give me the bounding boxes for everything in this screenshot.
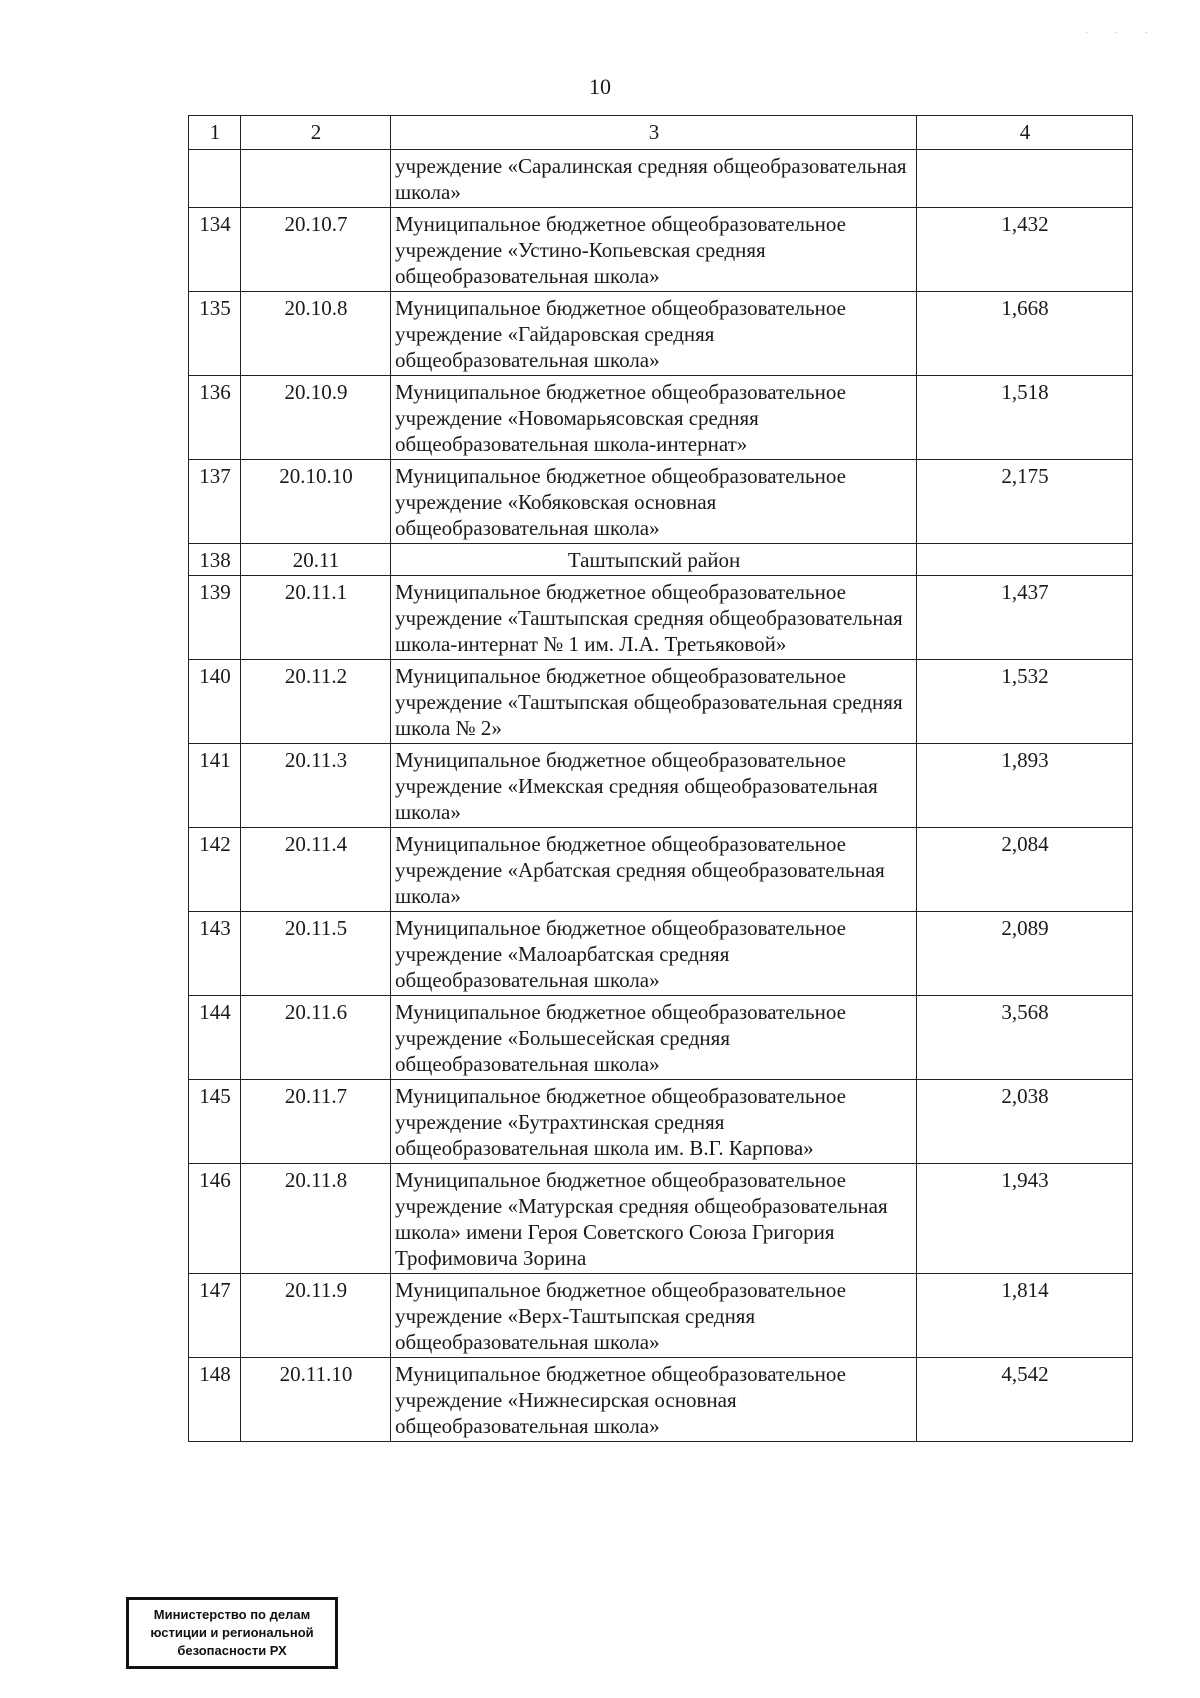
institution-name-cell: Муниципальное бюджетное общеобразовательное учреждение «Бутрахтинская средняя общеобразовательная школа им. В.Г. Карпова» [391,1080,917,1164]
row-code-cell: 20.11.1 [241,576,391,660]
row-number-cell: 144 [189,996,241,1080]
row-number-cell: 137 [189,460,241,544]
table-body [189,116,1133,1442]
row-number-cell: 136 [189,376,241,460]
row-code-cell: 20.11.8 [241,1164,391,1274]
table-row [189,576,1133,660]
table-row [189,150,1133,208]
header-cell-2: 2 [241,116,391,150]
district-name-cell: Таштыпский район [391,544,917,576]
table-row [189,1164,1133,1274]
institution-name-cell: Муниципальное бюджетное общеобразовательное учреждение «Новомарьясовская средняя общеобразовательная школа-интернат» [391,376,917,460]
document-table [188,115,1133,1442]
stamp-line: безопасности РХ [177,1643,287,1658]
row-code-cell: 20.10.10 [241,460,391,544]
stamp-line: Министерство по делам [153,1607,311,1622]
header-cell-3: 3 [391,116,917,150]
table-row [189,912,1133,996]
table-row [189,744,1133,828]
table-header-row [189,116,1133,150]
header-cell-4: 4 [917,116,1133,150]
stamp-line: юстиции и региональной [150,1625,314,1640]
institution-name-cell: Муниципальное бюджетное общеобразовательное учреждение «Устино-Копьевская средняя общеобразовательная школа» [391,208,917,292]
table-row [189,376,1133,460]
row-value-cell: 2,084 [917,828,1133,912]
row-number-cell [189,150,241,208]
row-number-cell: 140 [189,660,241,744]
row-number-cell: 138 [189,544,241,576]
row-number-cell: 147 [189,1274,241,1358]
table-row [189,660,1133,744]
institution-name-cell: Муниципальное бюджетное общеобразовательное учреждение «Малоарбатская средняя общеобразовательная школа» [391,912,917,996]
row-value-cell: 2,175 [917,460,1133,544]
row-number-cell: 141 [189,744,241,828]
row-value-cell: 2,038 [917,1080,1133,1164]
table-row [189,828,1133,912]
row-code-cell: 20.10.7 [241,208,391,292]
institution-name-cell: Муниципальное бюджетное общеобразовательное учреждение «Верх-Таштыпская средняя общеобразовательная школа» [391,1274,917,1358]
row-number-cell: 139 [189,576,241,660]
row-code-cell: 20.11.10 [241,1358,391,1442]
row-code-cell: 20.10.9 [241,376,391,460]
row-number-cell: 145 [189,1080,241,1164]
institution-name-cell: Муниципальное бюджетное общеобразовательное учреждение «Кобяковская основная общеобразовательная школа» [391,460,917,544]
table-row [189,208,1133,292]
row-value-cell: 4,542 [917,1358,1133,1442]
row-number-cell: 143 [189,912,241,996]
row-number-cell: 148 [189,1358,241,1442]
row-number-cell: 142 [189,828,241,912]
institution-name-cell: Муниципальное бюджетное общеобразовательное учреждение «Гайдаровская средняя общеобразовательная школа» [391,292,917,376]
institution-name-cell: Муниципальное бюджетное общеобразовательное учреждение «Имекская средняя общеобразовательная школа» [391,744,917,828]
institution-name-cell: учреждение «Саралинская средняя общеобразовательная школа» [391,150,917,208]
row-code-cell: 20.11.4 [241,828,391,912]
row-code-cell: 20.11.5 [241,912,391,996]
row-value-cell: 1,893 [917,744,1133,828]
row-value-cell: 1,432 [917,208,1133,292]
institution-name-cell: Муниципальное бюджетное общеобразовательное учреждение «Таштыпская средняя общеобразовательная школа-интернат № 1 им. Л.А. Третьяковой» [391,576,917,660]
row-value-cell [917,150,1133,208]
row-value-cell: 1,943 [917,1164,1133,1274]
institution-name-cell: Муниципальное бюджетное общеобразовательное учреждение «Матурская средняя общеобразовательная школа» имени Героя Советского Союза Григория Трофимовича Зорина [391,1164,917,1274]
row-value-cell: 1,814 [917,1274,1133,1358]
row-value-cell: 1,518 [917,376,1133,460]
header-cell-1: 1 [189,116,241,150]
table-row [189,1080,1133,1164]
ministry-stamp [126,1597,338,1669]
row-value-cell: 2,089 [917,912,1133,996]
row-value-cell: 3,568 [917,996,1133,1080]
row-code-cell: 20.11.7 [241,1080,391,1164]
table-row [189,544,1133,576]
row-code-cell: 20.10.8 [241,292,391,376]
row-code-cell: 20.11.3 [241,744,391,828]
row-value-cell: 1,668 [917,292,1133,376]
institution-name-cell: Муниципальное бюджетное общеобразовательное учреждение «Таштыпская общеобразовательная средняя школа № 2» [391,660,917,744]
table-row [189,292,1133,376]
institution-name-cell: Муниципальное бюджетное общеобразовательное учреждение «Нижнесирская основная общеобразовательная школа» [391,1358,917,1442]
table-row [189,1274,1133,1358]
row-code-cell: 20.11.2 [241,660,391,744]
institution-name-cell: Муниципальное бюджетное общеобразовательное учреждение «Арбатская средняя общеобразовательная школа» [391,828,917,912]
institution-name-cell: Муниципальное бюджетное общеобразовательное учреждение «Большесейская средняя общеобразовательная школа» [391,996,917,1080]
page-number: 10 [589,74,611,99]
table-row [189,996,1133,1080]
row-number-cell: 146 [189,1164,241,1274]
row-value-cell: 1,532 [917,660,1133,744]
scan-specks: · · · [1085,28,1160,39]
row-number-cell: 135 [189,292,241,376]
table-row [189,1358,1133,1442]
row-number-cell: 134 [189,208,241,292]
row-code-cell [241,150,391,208]
row-value-cell: 1,437 [917,576,1133,660]
row-code-cell: 20.11 [241,544,391,576]
table-row [189,460,1133,544]
row-value-cell [917,544,1133,576]
row-code-cell: 20.11.9 [241,1274,391,1358]
row-code-cell: 20.11.6 [241,996,391,1080]
